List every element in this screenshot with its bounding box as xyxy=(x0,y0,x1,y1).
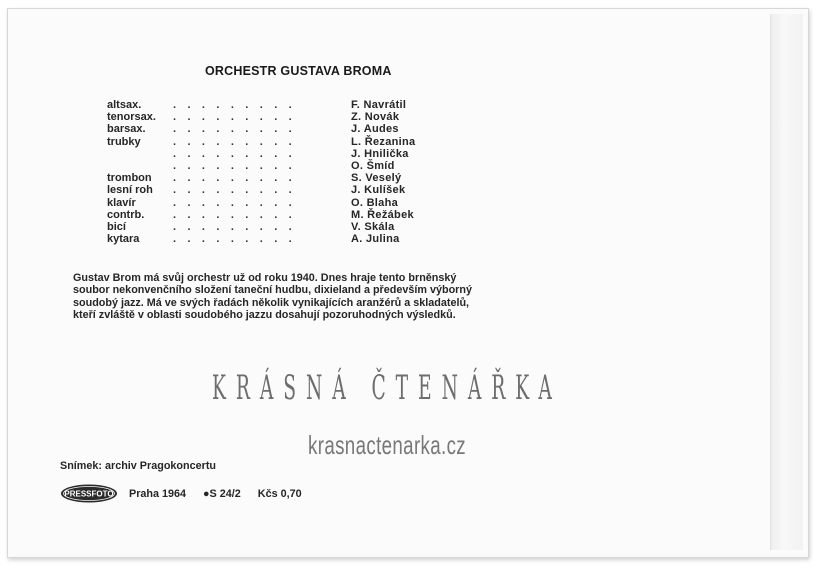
leader-dots: ......... xyxy=(173,99,304,111)
player-name: J. Audes xyxy=(351,123,399,136)
leader-dots: ......... xyxy=(173,147,304,160)
player-name: L. Řezanina xyxy=(351,135,416,148)
description-paragraph xyxy=(73,272,553,322)
leader-dots: ......... xyxy=(173,111,304,124)
player-name: A. Julina xyxy=(351,233,400,246)
player-name: O. Šmíd xyxy=(351,159,395,172)
description-line: Gustav Brom má svůj orchestr už od roku 1940. Dnes hraje tento brněnský xyxy=(73,272,457,284)
leader-dots: ......... xyxy=(173,196,304,209)
page-title: ORCHESTR GUSTAVA BROMA xyxy=(205,64,392,78)
leader-dots: ......... xyxy=(173,184,304,197)
instrument-label: tenorsax. xyxy=(107,111,156,124)
leader-dots: ......... xyxy=(173,233,304,246)
price: Kčs 0,70 xyxy=(257,488,302,500)
roster-row xyxy=(107,111,437,123)
player-name: F. Navrátil xyxy=(351,99,407,111)
photo-credit: Snímek: archiv Pragokoncertu xyxy=(60,460,217,472)
roster-row xyxy=(107,99,437,111)
instrument-label: contrb. xyxy=(107,208,145,221)
player-name: J. Hnilička xyxy=(351,147,409,160)
player-name: O. Blaha xyxy=(351,196,399,209)
catalog-code: ●S 24/2 xyxy=(203,488,241,500)
roster-row xyxy=(107,136,437,148)
player-name: Z. Novák xyxy=(351,111,400,124)
instrument-label: bicí xyxy=(107,220,126,233)
leader-dots: ......... xyxy=(173,220,304,233)
instrument-label: barsax. xyxy=(107,123,146,136)
description-line: soubor nekonvenčního složení taneční hudbu, dixieland a především výborný xyxy=(73,284,472,297)
roster-row xyxy=(107,184,437,196)
player-name: S. Veselý xyxy=(351,172,402,185)
instrument-label: lesní roh xyxy=(107,184,153,197)
roster-row xyxy=(107,233,437,245)
logo-text: PRESSFOTO xyxy=(64,489,114,499)
description-line: soudobý jazz. Má ve svých řadách několik vynikajících aranžérů a skladatelů, xyxy=(73,296,470,309)
roster-row xyxy=(107,209,437,221)
instrument-label: klavír xyxy=(107,196,136,209)
description-line: kteří zvláště v oblasti soudobého jazzu dosahují pozoruhodných výsledků. xyxy=(73,309,456,322)
leader-dots: ......... xyxy=(173,172,304,185)
publication-info xyxy=(129,488,316,500)
instrument-label: trubky xyxy=(107,135,141,148)
pressfoto-logo xyxy=(60,484,118,503)
instrument-label: trombon xyxy=(107,172,152,185)
leader-dots: ......... xyxy=(173,123,304,136)
watermark-title: KRÁSNÁ ČTENÁŘKA xyxy=(212,368,562,408)
leader-dots: ......... xyxy=(173,208,304,221)
player-name: V. Skála xyxy=(351,220,395,233)
orchestra-roster xyxy=(107,99,437,245)
place-year: Praha 1964 xyxy=(129,488,187,500)
roster-row xyxy=(107,172,437,184)
roster-row xyxy=(107,123,437,135)
instrument-label: kytara xyxy=(107,233,140,246)
player-name: J. Kulíšek xyxy=(351,184,406,197)
instrument-label: altsax. xyxy=(107,99,142,111)
paper-edge xyxy=(770,14,803,550)
player-name: M. Řežábek xyxy=(351,208,414,221)
roster-row xyxy=(107,160,437,172)
watermark-site: krasnactenarka.cz xyxy=(308,430,467,460)
roster-row xyxy=(107,197,437,209)
roster-row xyxy=(107,148,437,160)
roster-row xyxy=(107,221,437,233)
leader-dots: ......... xyxy=(173,135,304,148)
leader-dots: ......... xyxy=(173,159,304,172)
